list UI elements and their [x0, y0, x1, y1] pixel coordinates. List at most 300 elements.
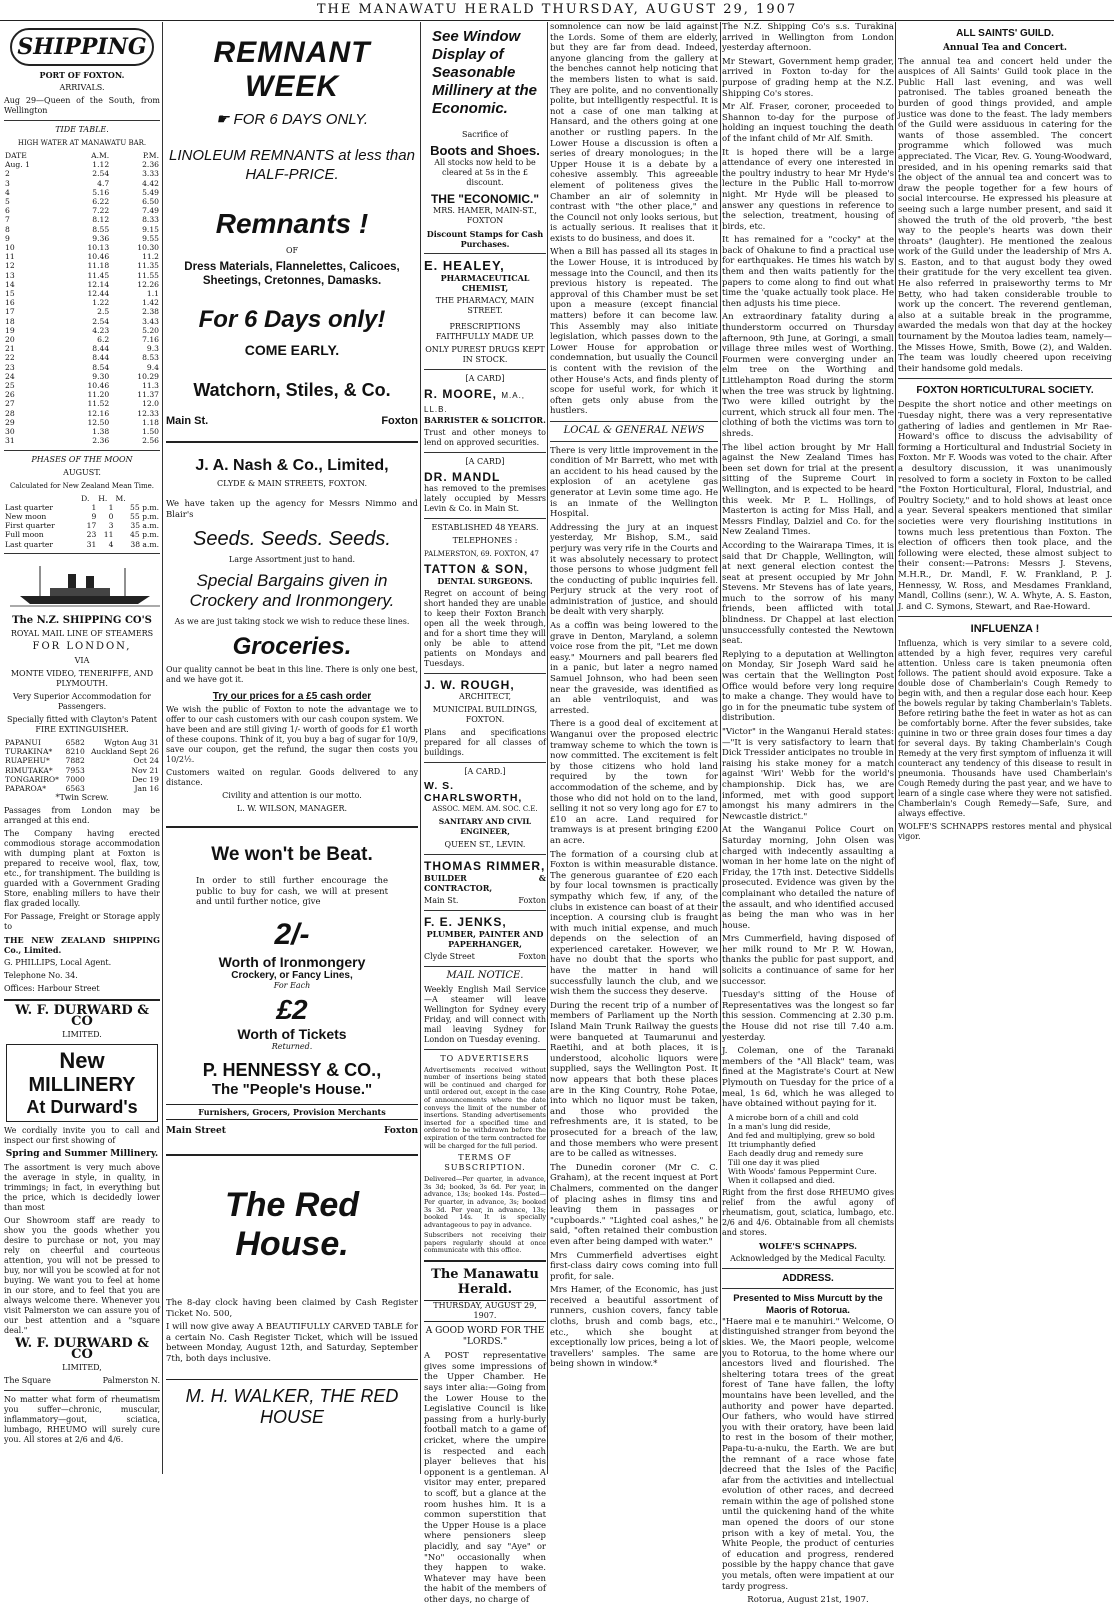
- table-cell: PAPAROA*: [5, 783, 47, 793]
- table-cell: 12.44: [87, 289, 110, 299]
- moore-text: Trust and other moneys to lend on approved securities.: [424, 428, 546, 447]
- address-town: Foxton: [381, 415, 418, 427]
- table-cell: 1.22: [92, 298, 110, 308]
- table-row: [4, 427, 160, 436]
- table-cell: 8.33: [142, 215, 159, 225]
- news-paragraph: According to the Wairarapa Times, it is said that Dr Chapple, Wellington, will at next general election contest the seat at present occupied by Mr John Stevens. Mr Stevens has of late years, much to the sorrow of his many friends, been afflicted with total blindness. Dr Chappel at last election unsuccessfully contested the Newtown seat.: [722, 540, 894, 647]
- tatton-text: Regret on account of being short handed they are unable to keep their Foxton Branch open all the week through, and for a short time they will only be able to attend patients on Mondays and Tuesdays.: [424, 589, 546, 668]
- header-cell: H.: [98, 493, 108, 503]
- horticultural-heading: FOXTON HORTICULTURAL SOCIETY.: [916, 385, 1094, 397]
- table-cell: 9.30: [92, 371, 110, 381]
- tide-subtitle: HIGH WATER AT MANAWATU BAR.: [17, 139, 147, 147]
- table-cell: 8.12: [92, 215, 110, 225]
- news-paragraph: At the Wanganui Police Court on Saturday morning, John Olsen was charged with indecently assaulting a woman in her home late on the night of Friday, the 17th inst. Detective Siddells prosecuted. Evidence was given by the complainant who detailed the nature of the assault, and who identified accused as being the man who was in her house.: [722, 825, 894, 931]
- header-cell: [4, 494, 80, 503]
- table-cell: 10.46: [87, 381, 110, 391]
- table-row: [4, 363, 160, 372]
- news-paragraph: "Victor" in the Wanganui Herald states:—"It is very satisfactory to learn that Dick Tressider anticipates no trouble in raising his stake money for a match against 'Wiri' Webb for the world's championship. Dick has, we are informed, met with good support amongst his many admirers in the Newcastle district.": [722, 727, 894, 822]
- discount-note: Discount Stamps for Cash Purchases.: [426, 229, 544, 249]
- crockery-lines: Crockery, or Fancy Lines,: [231, 969, 353, 981]
- rimmer-name: THOMAS RIMMER,: [424, 859, 546, 873]
- jenks-name: F. E. JENKS,: [424, 915, 507, 929]
- table-cell: 9.4: [146, 362, 159, 372]
- table-cell: 1.1: [146, 289, 159, 299]
- company-name: THE NEW ZEALAND SHIPPING Co., Limited.: [4, 935, 160, 956]
- table-cell: 4.7: [97, 178, 110, 188]
- column-cards: [424, 22, 546, 1605]
- column-rule: [547, 22, 548, 1474]
- table-cell: 6.22: [92, 197, 110, 207]
- table-cell: 10.30: [137, 243, 159, 253]
- table-cell: 31: [86, 539, 97, 549]
- table-cell: 5.16: [92, 187, 110, 197]
- shipping-logo: SHIPPING: [10, 28, 154, 66]
- healey-name: E. HEALEY,: [424, 258, 505, 273]
- header-cell: A.M.: [91, 151, 110, 160]
- table-row: [4, 271, 160, 280]
- table-cell: 1: [108, 502, 114, 512]
- column-rule: [895, 22, 896, 1474]
- table-cell: 7882: [65, 756, 85, 766]
- telephone: Telephone No. 34.: [4, 971, 78, 981]
- table-cell: 26: [5, 390, 15, 400]
- table-cell: 12.50: [87, 417, 110, 427]
- assortment-note: Large Assortment just to hand.: [228, 555, 356, 565]
- telephone-numbers: PALMERSTON, 69. FOXTON, 47: [424, 550, 539, 558]
- table-cell: 7953: [65, 765, 85, 775]
- steamers-table: [4, 738, 160, 793]
- news-paragraph: Mrs Cummerfield, having disposed of her milk round to Mr P. W. Howan, thanks the public for past support, and solicits a continuance of same for her successor.: [722, 934, 894, 987]
- presented-heading: Presented to Miss Murcutt by the Maoris of Rotorua.: [733, 1292, 883, 1316]
- sacrifice-label: Sacrifice of: [462, 130, 508, 139]
- mandl-text: has removed to the premises lately occupied by Messrs Levin & Co. in Main St.: [424, 484, 546, 513]
- news-paragraph: The formation of a coursing club at Foxton is within measurable distance. The generous guarantee of £20 each by four local townsmen is practically sympathy which few, if any, of the clubs in existence can boast of at their inception. A coursing club is fraught with much initial expense, and much depends on the selection of an experienced caretaker. However, we have no doubt that the sports who have the matter in hand will successfully launch the club, and we wish them the success they deserve.: [550, 849, 718, 998]
- six-days-label: FOR 6 DAYS ONLY.: [233, 111, 369, 128]
- peoples-house: The "People's House.": [211, 1080, 373, 1098]
- new-heading: New: [59, 1048, 105, 1074]
- table-row: [4, 521, 160, 530]
- millinery-heading: MILLINERY: [28, 1074, 136, 1097]
- address-text: "Haere mai e te manuhiri." Welcome, O distinguished stranger from beyond the skies. We, the Maori people, welcome you to Rotorua, to the home where our ancestors lived and flourished. The sheltering totara trees of the great forest of Tane have fallen, the lofty mountains have been levelled, and the authority and power have departed. Our fathers, who would have stirred you with their oratory, have been laid to rest in the bosom of their mother, Papa-tu-a-nuku, the Earth. We are but the remnant of a race whose fate decreed that the Isles of the Pacific afar from the activities and intellectual evolution of other races, and decreed remain within the age of polished stone until the quickening hand of the white man opened the doors of our stone prison with a key of metal. You, the White People, the product of centuries of education and progress, rendered possible by the happy chance that gave you metals, often were impatient at our tardy progress.: [722, 1316, 894, 1592]
- table-cell: 8210: [65, 747, 85, 757]
- address-heading: ADDRESS.: [782, 1272, 834, 1284]
- moore-label: R. MOORE,: [424, 387, 498, 401]
- table-row: [4, 188, 160, 197]
- table-cell: 1.42: [142, 298, 159, 308]
- table-row: [4, 307, 160, 316]
- rheumo-text: No matter what form of rheumatism you suffer—chronic, muscular, inflammatory—gout, sciatica, lumbago, RHEUMO will surely cure you. All stores at 2/6 and 4/6.: [4, 1395, 160, 1445]
- table-row: [4, 298, 160, 307]
- table-row: [4, 418, 160, 427]
- chemist-title: PHARMACEUTICAL CHEMIST,: [440, 273, 530, 293]
- table-cell: Jan 16: [134, 783, 159, 793]
- column-advertisements: [166, 22, 418, 1474]
- address-town: Foxton: [518, 952, 546, 961]
- come-early: COME EARLY.: [244, 342, 340, 358]
- table-row: [4, 512, 160, 521]
- table-cell: 6.2: [97, 335, 110, 345]
- news-paragraph: Tuesday's sitting of the House of Representatives was the longest so far this session. Commencing at 2.30 p.m. the House did not rise till 7.40 a.m. yesterday.: [722, 990, 894, 1043]
- table-cell: 3: [108, 521, 114, 531]
- walker-footer: M. H. WALKER, THE RED HOUSE: [166, 1379, 418, 1428]
- table-cell: 3: [5, 178, 10, 188]
- table-cell: 2.56: [142, 436, 159, 446]
- table-cell: 11.20: [87, 390, 110, 400]
- table-cell: 10.13: [87, 243, 110, 253]
- table-cell: 9.55: [142, 233, 159, 243]
- millinery-box: [6, 1044, 158, 1122]
- moore-name: [424, 387, 546, 415]
- table-cell: 35 a.m.: [130, 521, 159, 531]
- table-cell: 11.45: [87, 270, 110, 280]
- builder-title: BUILDER & CONTRACTOR,: [424, 873, 546, 893]
- table-cell: 1: [91, 502, 97, 512]
- table-cell: 30: [5, 427, 15, 437]
- table-row: [4, 436, 160, 445]
- table-row: [4, 540, 160, 549]
- table-cell: 7: [5, 215, 10, 225]
- subscribers-note: Subscribers not receiving their papers regularly should at once communicate with this office.: [424, 1231, 546, 1255]
- table-cell: 55 p.m.: [130, 502, 159, 512]
- linoleum-text: LINOLEUM REMNANTS at less than HALF-PRICE.: [169, 147, 415, 183]
- address-street: Main Street: [166, 1125, 226, 1136]
- plans-text: Plans and specifications prepared for all classes of buildings.: [424, 728, 546, 757]
- seeds-heading: Seeds. Seeds. Seeds.: [193, 528, 391, 551]
- table-row: [4, 372, 160, 381]
- table-cell: 11.18: [87, 261, 110, 271]
- groceries-heading: Groceries.: [232, 633, 352, 661]
- column-news-2: [722, 22, 894, 1606]
- column-rule: [162, 22, 163, 1474]
- freight-text: For Passage, Freight or Storage apply to: [4, 912, 160, 932]
- mail-notice-heading: MAIL NOTICE.: [446, 970, 524, 981]
- durwards-heading: At Durward's: [26, 1097, 138, 1118]
- table-cell: 2.5: [97, 307, 110, 317]
- telephones-label: TELEPHONES :: [452, 536, 518, 545]
- table-cell: 17: [86, 521, 97, 531]
- table-cell: 5.20: [142, 325, 159, 335]
- invite-text: We cordially invite you to call and inspect our first showing of: [4, 1126, 160, 1146]
- column-rule: [420, 22, 421, 1474]
- table-cell: 8: [5, 224, 10, 234]
- table-cell: 9.3: [146, 344, 159, 354]
- table-cell: 7.49: [142, 206, 159, 216]
- nzs-line: Specially fitted with Clayton's Patent FIRE EXTINGUISHER.: [7, 714, 157, 734]
- local-news-heading: LOCAL & GENERAL NEWS: [563, 424, 705, 436]
- news-paragraph: Addressing the jury at an inquest yesterday, Mr Bishop, S.M., said perjury was very rife in the Courts and it was absolutely necessary to protect those persons to whose judgment fell the conducting of public inquiries fell. Perjury struck at the very root of administration of justice, and should be dealt with very sharply.: [550, 522, 718, 618]
- table-row: [4, 252, 160, 261]
- quality-text: Our quality cannot be beat in this line. There is only one best, and we have got it.: [166, 665, 418, 685]
- table-cell: 28: [5, 408, 15, 418]
- table-cell: 3.43: [142, 316, 159, 326]
- table-cell: 21: [5, 344, 15, 354]
- table-row: [4, 225, 160, 234]
- news-paragraph: It is hoped there will be a large attendance of every one interested in the poultry industry to hear Mr Hyde's lecture in the Public Hall to-morrow night. Mr Hyde will be pleased to answer any questions in reference to the selection, treatment, housing of birds, etc.: [722, 147, 894, 232]
- table-header: [4, 494, 160, 503]
- table-cell: 2.36: [142, 160, 159, 170]
- sanitary-title: SANITARY AND CIVIL ENGINEER,: [438, 817, 532, 836]
- table-cell: 12.0: [142, 399, 159, 409]
- table-cell: 2: [5, 169, 10, 179]
- news-paragraph: Replying to a deputation at Wellington on Monday, Sir Joseph Ward said he was certain that the Wellington Post Office would before very long require to make a change. They would have to go in for the pneumatic tube system of distribution.: [722, 649, 894, 724]
- agent-name: G. PHILLIPS, Local Agent.: [4, 958, 112, 968]
- news-paragraph: It has remained for a "cocky" at the back of Ohakune to find a practical use for earthquakes. He times his watch by them and then waits patiently for the papers to come along to find out what time the 'quake actually took place. He then adjusts his time piece.: [722, 235, 894, 309]
- remnant-week-heading: REMNANT WEEK: [213, 36, 371, 103]
- table-row: [4, 738, 160, 747]
- pharmacy-address: THE PHARMACY, MAIN STREET.: [435, 296, 535, 315]
- table-cell: Full moon: [5, 530, 44, 540]
- table-cell: 9.15: [142, 224, 159, 234]
- subscription-heading: TERMS OF SUBSCRIPTION.: [444, 1153, 526, 1173]
- schnapps-note: Acknowledged by the Medical Faculty.: [730, 1253, 886, 1263]
- coupon-text: We wish the public of Foxton to note the advantage we to offer to our cash customers with our cash coupon system. We have been and are still giving 1/- worth of goods for £1 worth of these coupons. Think of it, you buy a bag of sugar for 10/9, save our coupon, get the refund, the sugar then costs you 10/2½.: [166, 705, 418, 765]
- window-display-heading: See Window Display of Seasonable Millinery at the Economic.: [432, 28, 538, 117]
- table-cell: 12: [5, 261, 15, 271]
- table-cell: 10.46: [87, 252, 110, 262]
- moon-table: [4, 494, 160, 549]
- influenza-heading: INFLUENZA !: [970, 623, 1040, 636]
- returned-label: Returned.: [271, 1041, 313, 1051]
- table-cell: 2.36: [92, 436, 110, 446]
- table-cell: 38 a.m.: [130, 539, 159, 549]
- table-cell: 6563: [65, 783, 85, 793]
- table-row: [4, 775, 160, 784]
- table-cell: Last quarter: [5, 539, 54, 549]
- subscription-text: Delivered—Per quarter, in advance, 3s 3d; booked, 3s 6d. Per year, in advance, 13s; booked 14s. Posted—Per quarter, in advance, 3s; booked 3s 3d. Per year, in advance, 13s; booked 14s. It is specially advantageous to pay in advance.: [424, 1175, 546, 1229]
- table-cell: 2.54: [92, 169, 110, 179]
- nash-name: J. A. Nash & Co., Limited,: [195, 457, 389, 474]
- stock-note: As we are just taking stock we wish to reduce these lines.: [174, 617, 410, 627]
- table-cell: 2.38: [142, 307, 159, 317]
- advertisers-text: Advertisements received without number of insertions being stated will be continued and charged for until ordered out, except in the case of announcements where the date conveys the limit of the number of insertions. Standing advertisements inserted for a specified time and ordered to be withdrawn before the expiration of the term contracted for will be charged for the full period.: [424, 1065, 546, 1150]
- steamship-icon: [10, 562, 160, 608]
- table-row: [4, 747, 160, 756]
- news-paragraph: When a Bill has passed all its stages in the Lower House, it is introduced by message into the Council, and then its previous history is repeated. The approval of this Chamber must be set upon a measure (except financial matters) before it can become law. This Assembly may also initiate legislation, which passes down to the Lower House for approbation or condemnation, but usually the Council is content with the revision of the other House's Acts, and finds plenty of scope for useful work, for which it often gets only abuse from the hustlers.: [550, 247, 718, 417]
- table-giveaway-text: I will now give away A BEAUTIFULLY CARVED TABLE for a certain No. Cash Register Ticket, which will be issued between Monday, August 12th, and Saturday, September 7th, both days inclusive.: [166, 1322, 418, 1364]
- company-text: The Company having erected commodious storage accommodation with dumping plant at Foxton is prepared to receive wool, flax, tow, etc., for transhipment. The building is guarded with a Government Grading Store, enabling millers to have their flax graded locally.: [4, 829, 160, 909]
- table-cell: 11.2: [142, 252, 159, 262]
- passages-text: Passages from London may be arranged at this end.: [4, 806, 160, 826]
- manager-name: L. W. WILSON, MANAGER.: [236, 804, 348, 814]
- dress-materials: Dress Materials, Flannelettes, Calicoes, Sheetings, Cretonnes, Damasks.: [184, 261, 400, 287]
- news-paragraph: There is very little improvement in the condition of Mr Barrett, who met with an accident to his head caused by the explosion of an acetylene gas generator at Levin some time ago. He is an inmate of the Wellington Hospital.: [550, 445, 718, 520]
- table-cell: RUAPEHU*: [5, 756, 50, 766]
- tide-table: [4, 151, 160, 446]
- agency-text: We have taken up the agency for Messrs Nimmo and Blair's: [166, 499, 418, 520]
- showroom-text: Our Showroom staff are ready to show you the goods whether you desire to purchase or not, you may rely on cheerful and courteous attention, you will not be pressed to buy, nor will you be scowled at for not buying. We want you to feel at home in our store, and to feel that you are always welcome there. Whenever you visit Palmerston we can assure you of our best attention and a "square deal.": [4, 1215, 160, 1335]
- news-paragraph: During the recent trip of a number of members of Parliament up the North Island Main Trunk Railway the guests were banqueted at Taumarunui and Raetihi, and at both places, it is understood, alcoholic liquors were supplied, says the Wellington Post. It now appears that both these places are in the King Country, Rohe Potae, into which no liquor must be taken, and those who provided the refreshments are, it is stated, to be prosecuted for a breach of the law, and those members who were present are to be called as witnesses.: [550, 1000, 718, 1160]
- news-paragraph: There is a good deal of excitement at Wanganui over the proposed electric tramway scheme to which the town is now committed. The excitement is felt by those citizens who hold land required by the town for accommodation of the scheme, and by those who did not hold on to the land, selling it not so very long ago for £7 to £10 an acre. Land required for tramways is at present bringing £200 an acre.: [550, 719, 718, 846]
- special-bargains: Special Bargains given in Crockery and Ironmongery.: [189, 571, 395, 611]
- established-note: ESTABLISHED 48 YEARS.: [431, 523, 539, 532]
- news-paragraph: As a coffin was being lowered to the grave in Denton, Maryland, a solemn voice rose from the pit, "Let me down easy." Mourners and pall bearers fled in a panic, but later a negro named Samuel Johnson, who had been seen near the graveside, was identified as an able ventriloquist, and was arrested.: [550, 621, 718, 716]
- table-cell: 8.55: [92, 224, 110, 234]
- table-cell: 22: [5, 353, 15, 363]
- table-row: [4, 215, 160, 224]
- try-prices: Try our prices for a £5 cash order: [212, 691, 372, 703]
- tide-title: TIDE TABLE.: [55, 125, 109, 134]
- news-paragraph: Mrs Cummerfield advertises eight first-class dairy cows coming into full profit, for sale.: [550, 1250, 718, 1282]
- table-cell: 8.54: [92, 362, 110, 372]
- table-cell: 7.22: [92, 206, 110, 216]
- table-cell: 10.29: [137, 371, 159, 381]
- table-cell: 8.44: [92, 344, 110, 354]
- tatton-name: TATTON & SON,: [424, 562, 529, 576]
- table-cell: 9.36: [92, 233, 110, 243]
- nzs-line: Very Superior Accommodation for Passengers.: [12, 691, 152, 711]
- table-cell: 8.53: [142, 353, 159, 363]
- address-street: Main St.: [166, 415, 209, 427]
- boots-heading: Boots and Shoes.: [430, 143, 540, 158]
- table-row: [4, 261, 160, 270]
- table-cell: 11.52: [87, 399, 110, 409]
- table-row: [4, 503, 160, 512]
- for-each: For Each: [273, 980, 311, 990]
- charlsworth-name: W. S. CHARLSWORTH,: [424, 780, 523, 804]
- table-cell: 12.26: [137, 279, 159, 289]
- table-cell: Last quarter: [5, 502, 54, 512]
- header-cell: P.M.: [142, 151, 159, 160]
- address-street: Clyde Street: [424, 952, 475, 961]
- table-cell: 1.12: [92, 160, 110, 170]
- table-cell: 11: [5, 252, 15, 262]
- table-cell: First quarter: [5, 521, 55, 531]
- moon-note: Calculated for New Zealand Mean Time.: [9, 481, 155, 490]
- table-cell: 11.37: [137, 390, 159, 400]
- table-cell: 14: [5, 279, 15, 289]
- nzs-line: VIA: [74, 655, 90, 665]
- table-row: [4, 206, 160, 215]
- table-cell: 4: [5, 187, 10, 197]
- hennessy-address: [166, 1126, 418, 1136]
- table-row: [4, 409, 160, 418]
- remnants-heading: Remnants !: [215, 208, 369, 239]
- address-town: Foxton: [384, 1125, 418, 1136]
- table-row: [4, 289, 160, 298]
- dental-title: DENTAL SURGEONS.: [437, 576, 533, 586]
- news-paragraph: An extraordinary fatality during a thunderstorm occurred on Thursday afternoon, 9th June, at Goringi, a small village three miles west of Worthing. Fourmen were converging under an elm tree on the Worthing and Littlehampton Road during the storm when the tree was struck by lightning. Two were killed outright by the current, which struck all four men. The clothing of both the victims was torn to shreds.: [722, 312, 894, 439]
- twin-screw-note: *Twin Screw.: [55, 793, 109, 803]
- rheumo-note: Right from the first dose RHEUMO gives relief from the awful agony of rheumatism, gout, sciatica, lumbago, etc. 2/6 and 4/6. Obtainable from all chemists and stores.: [722, 1187, 894, 1237]
- news-paragraph: somnolence can now be laid against the Lords. Some of them are elderly, but they are far from dead. Indeed, anyone glancing from the gallery at the benches cannot help noticing that the members listen to what is said. They are polite, and no conventionally polite, but intelligently respectful. It is not a case of one man talking at Hansard, and the others going at one another or rustling papers. In the Lower House a discussion is often a series of dreary monologues; in the Upper House it is a debate by a cohesive assembly. This agreeable element of politeness gives the Chamber an air of solemnity in contrast with "the other place," and the Council not only looks serious, but is actually serious. It realises that it exists to do business, and does it.: [550, 22, 718, 244]
- port-heading: PORT OF FOXTON.: [39, 70, 125, 80]
- table-cell: 18: [5, 316, 15, 326]
- table-row: [4, 353, 160, 362]
- architect-title: ARCHITECT,: [458, 692, 512, 701]
- table-cell: 5: [5, 197, 10, 207]
- table-cell: 9: [91, 511, 97, 521]
- table-cell: 3.33: [142, 169, 159, 179]
- nash-address: CLYDE & MAIN STREETS, FOXTON.: [216, 479, 368, 488]
- table-cell: Dec 19: [132, 774, 159, 784]
- nzs-line: FOR LONDON,: [32, 641, 132, 653]
- table-cell: 24: [5, 371, 15, 381]
- arrivals-heading: ARRIVALS.: [59, 83, 105, 92]
- table-cell: 45 p.m.: [130, 530, 159, 540]
- herald-date: THURSDAY, AUGUST 29, 1907.: [424, 1300, 546, 1322]
- table-cell: 11.55: [137, 270, 159, 280]
- watchorn-name: Watchorn, Stiles, & Co.: [193, 380, 391, 400]
- address-date: Rotorua, August 21st, 1907.: [747, 1595, 869, 1606]
- schnapps-name: WOLFE'S SCHNAPPS.: [759, 1240, 857, 1251]
- news-paragraph: Mrs Hamer, of the Economic, has just received a beautiful assortment of runners, cushion covers, fancy table cloths, brush and comb bags, etc., etc., which she bought at exceptionally low prices, being a lot of travellers' samples. The same are being shown in window.*: [550, 1285, 718, 1370]
- delivery-text: Customers waited on regular. Goods delivered to any distance.: [166, 768, 418, 788]
- table-row: [4, 280, 160, 289]
- column-news-3: [898, 22, 1112, 1474]
- two-shillings: 2/-: [274, 917, 310, 951]
- durward-name: W. F. DURWARD & CO: [15, 1335, 149, 1362]
- table-cell: 6: [5, 206, 10, 216]
- mandl-name: DR. MANDL: [424, 470, 501, 484]
- table-cell: Nov 21: [131, 765, 159, 775]
- news-paragraph: The libel action brought by Mr Hall against the New Zealand Times has been set down for trial at the present sitting of the Supreme Court in Wellington, and is expected to be heard this week. Mr P. L. Hollings, of Masterton is acting for Miss Hall, and Messrs Findlay, Dalziel and Co. for the New Zealand Times.: [722, 442, 894, 538]
- address-square: The Square: [4, 1376, 51, 1386]
- table-cell: TURAKINA*: [5, 747, 53, 757]
- table-row: [4, 766, 160, 775]
- table-cell: 10: [5, 243, 15, 253]
- table-cell: 1.18: [142, 417, 159, 427]
- news-paragraph: Mr Stewart, Government hemp grader, arrived in Foxton to-day for the purpose of grading hemp at the N.Z. Shipping Co's stores.: [722, 56, 894, 99]
- worth-tickets: Worth of Tickets: [237, 1025, 347, 1042]
- news-paragraph: Mr Alf. Fraser, coroner, proceeded to Shannon to-day for the purpose of holding an inquest touching the death of the infant child of Mr Alf. Smith.: [722, 102, 894, 144]
- address-town: Palmerston N.: [102, 1376, 160, 1386]
- table-cell: PAPANUI: [5, 737, 41, 747]
- news-paragraph: The Dunedin coroner (Mr C. C. Graham), at the recent inquest at Port Chalmers, commented on the danger of placing ashes in flimsy tins and leaving them in passages or "cupboards." "Lighted coal ashes," he said, "often retained their combustion even after being damped with water.": [550, 1162, 718, 1247]
- rimmer-address: [424, 896, 546, 906]
- table-cell: 16: [5, 298, 15, 308]
- table-cell: RIMUTAKA*: [5, 765, 53, 775]
- table-cell: 4.42: [142, 178, 159, 188]
- table-header: [4, 151, 160, 160]
- hamer-address: MRS. HAMER, MAIN-ST., FOXTON: [433, 206, 537, 225]
- table-row: [4, 784, 160, 793]
- table-row: [4, 530, 160, 539]
- moon-month: AUGUST.: [63, 467, 101, 477]
- durward-limited: LIMITED,: [62, 1363, 102, 1373]
- table-cell: 13: [5, 270, 15, 280]
- table-cell: 25: [5, 381, 15, 391]
- table-cell: 8.44: [92, 353, 110, 363]
- red-house-heading: The Red House.: [224, 1185, 360, 1263]
- table-cell: 31: [5, 436, 15, 446]
- header-cell: M.: [115, 493, 126, 503]
- table-cell: 2.54: [92, 316, 110, 326]
- plumber-title: PLUMBER, PAINTER AND PAPERHANGER,: [426, 929, 544, 949]
- municipal-address: MUNICIPAL BUILDINGS, FOXTON.: [432, 705, 538, 724]
- civility-text: Civility and attention is our motto.: [222, 791, 362, 801]
- table-cell: 12.16: [87, 408, 110, 418]
- horticultural-text: Despite the short notice and other meetings on Tuesday night, there was a very representative gathering of ladies and gentlemen in Mr Rae-Howard's office to discuss the advisability of forming a Horticultural and Industrial Society in Foxton. Mr F. Woods was voted to the chair. After a desultory discussion, it was unanimously resolved to form a society in Foxton to be called "the Foxton Horticultural, Floral, Industrial, and Poultry Society," and to hold shows at least once a year. Several speakers mentioned that similar societies were very flourishing institutions in towns much less pretentious than Foxton. The election of officers then took place, and the following were elected, these almost subject to their consent:—Patrons: Messrs J. Stevens, M.H.R., Dr. Mandl, F. W. Frankland, P. J. Hennessy, W. Ross, and Mesdames Frankland, Mandl, Collins (senr.), W. A. Whyte, A. S. Easton, J. and C. Symons, Stewart, and Rae-Howard.: [898, 400, 1112, 612]
- table-cell: Wgton Aug 31: [104, 737, 159, 747]
- herald-nameplate: The Manawatu Herald.: [431, 1267, 539, 1298]
- table-cell: 27: [5, 399, 15, 409]
- durward-address: [4, 1376, 160, 1386]
- header-cell: D.: [81, 493, 90, 503]
- worth-ironmongery: Worth of Ironmongery: [218, 953, 366, 970]
- table-row: [4, 390, 160, 399]
- offices: Offices: Harbour Street: [4, 984, 100, 994]
- masthead: THE MANAWATU HERALD THURSDAY, AUGUST 29, 1907: [0, 0, 1114, 21]
- news-paragraph: The N.Z. Shipping Co's s.s. Turakina arrived in Wellington from London yesterday afternoon.: [722, 22, 894, 54]
- table-cell: New moon: [5, 511, 47, 521]
- assortment-text: The assortment is very much above the average in style, in quality, in trimmings; in fact, in everything but the price, which is decidedly lower than most: [4, 1162, 160, 1212]
- advertisers-heading: TO ADVERTISERS: [440, 1053, 530, 1063]
- pointing-hand-icon: ☛: [215, 111, 234, 128]
- table-row: [4, 326, 160, 335]
- queen-street: QUEEN ST., LEVIN.: [444, 840, 526, 849]
- two-pounds: £2: [276, 993, 308, 1025]
- column-shipping: [4, 22, 160, 1474]
